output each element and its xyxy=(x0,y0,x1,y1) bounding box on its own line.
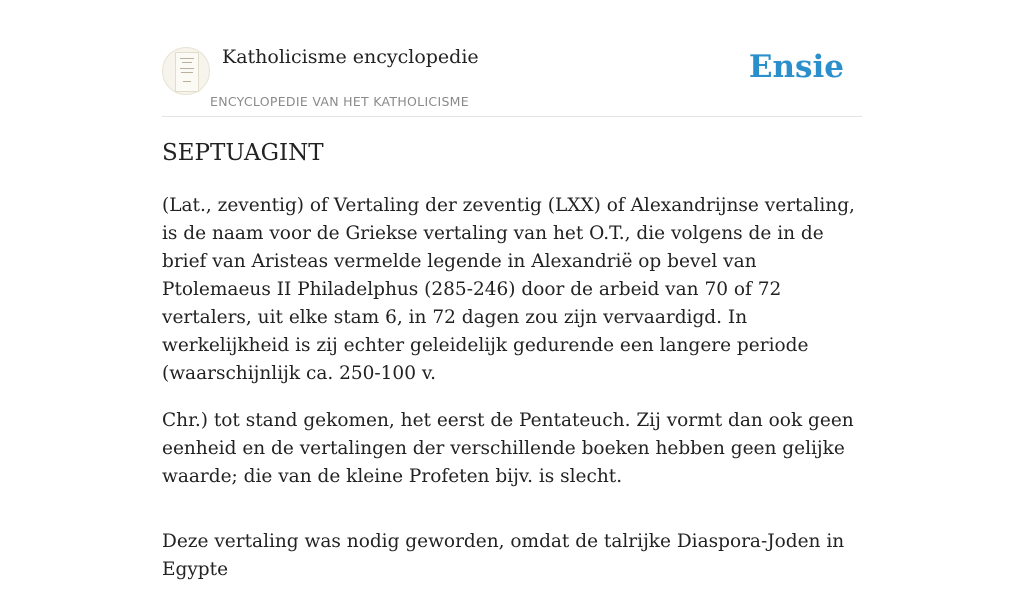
entry-paragraph: Chr.) tot stand gekomen, het eerst de Pentateuch. Zij vormt dan ook geen eenheid en de vertalingen der verschillende boeken hebben geen gelijke waarde; die van de kleine Profeten bijv. is slecht. xyxy=(162,410,854,487)
book-title-link[interactable]: Katholicisme encyclopedie xyxy=(222,46,479,68)
book-subtitle: ENCYCLOPEDIE VAN HET KATHOLICISME xyxy=(210,94,469,109)
ensie-logo-link[interactable]: Ensie xyxy=(748,49,844,85)
entry-title: SEPTUAGINT xyxy=(162,140,324,166)
book-cover-page xyxy=(175,52,199,92)
entry-body xyxy=(162,192,862,603)
entry-paragraph: Deze vertaling was nodig geworden, omdat de talrijke Diaspora-Joden in Egypte xyxy=(162,531,845,580)
book-cover-image[interactable] xyxy=(162,47,210,95)
entry-paragraph: (Lat., zeventig) of Vertaling der zeventig (LXX) of Alexandrijnse vertaling, is de naam voor de Griekse vertaling van het O.T., die volgens de in de brief van Aristeas vermelde legende in Alexandrië op bevel van Ptolemaeus II Philadelphus (285-246) door de arbeid van 70 of 72 vertalers, uit elke stam 6, in 72 dagen zou zijn vervaardigd. In werkelijkheid is zij echter geleidelijk gedurende een langere periode (waarschijnlijk ca. 250-100 v. xyxy=(162,195,855,384)
site-header xyxy=(162,44,862,117)
